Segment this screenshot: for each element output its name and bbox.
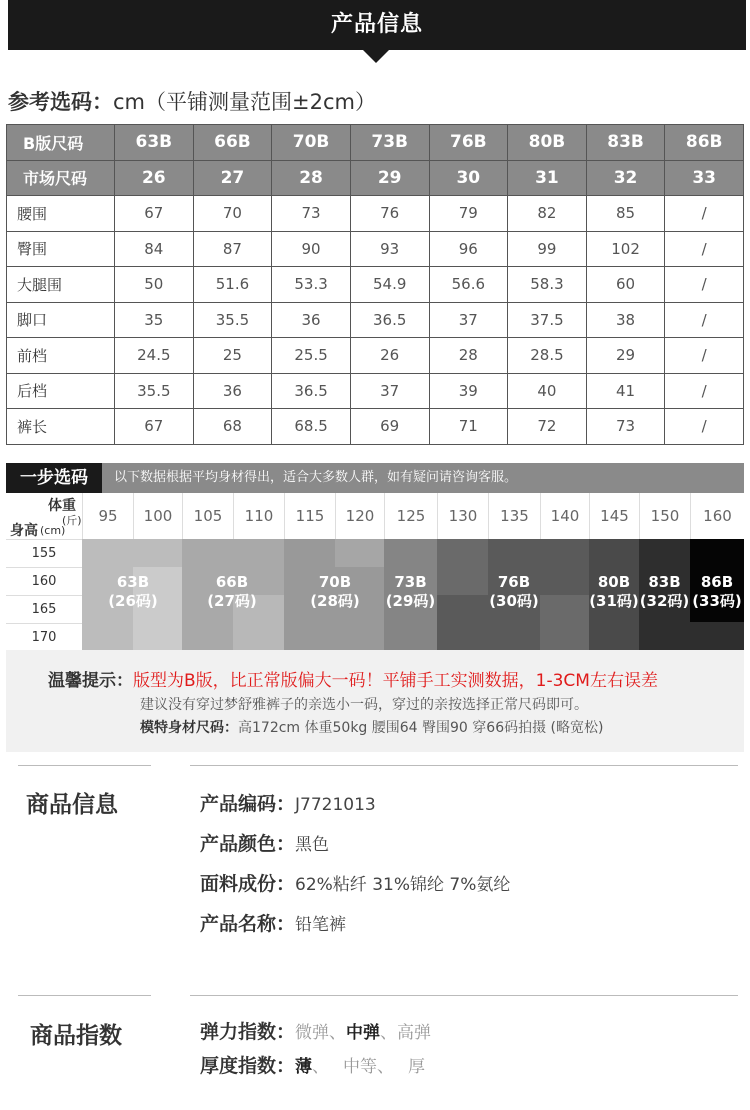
info-row bbox=[200, 829, 329, 856]
measure-cell: 56.6 bbox=[429, 267, 508, 303]
measure-cell: 90 bbox=[272, 231, 351, 267]
info-value: 62%粘纤 31%锦纶 7%氨纶 bbox=[295, 875, 511, 895]
info-label: 面料成份： bbox=[200, 873, 296, 895]
measure-cell: 53.3 bbox=[272, 267, 351, 303]
weight-cell: 105 bbox=[182, 493, 233, 539]
market-size-cell: 29 bbox=[350, 160, 429, 196]
size-b-code: 83B bbox=[648, 573, 681, 591]
size-zone-label bbox=[284, 573, 386, 611]
size-market-code: (31码) bbox=[589, 592, 639, 610]
elasticity-option: 、高弹 bbox=[380, 1023, 432, 1043]
measure-row bbox=[7, 338, 744, 374]
weight-cell: 95 bbox=[82, 493, 133, 539]
thickness-option: 厚 bbox=[408, 1057, 426, 1077]
measure-cell: 82 bbox=[508, 196, 587, 232]
measure-cell: / bbox=[665, 409, 744, 445]
info-value: J7721013 bbox=[295, 795, 376, 815]
measure-cell: 79 bbox=[429, 196, 508, 232]
measure-cell: 36.5 bbox=[272, 373, 351, 409]
tip-box bbox=[6, 650, 744, 752]
measure-cell: 28 bbox=[429, 338, 508, 374]
measure-label: 腰围 bbox=[7, 196, 115, 232]
b-size-cell: 86B bbox=[665, 125, 744, 161]
b-size-row bbox=[7, 125, 744, 161]
product-info-title: 商品信息 bbox=[26, 792, 118, 818]
measure-cell: 68.5 bbox=[272, 409, 351, 445]
weight-cell: 140 bbox=[540, 493, 589, 539]
measure-cell: 41 bbox=[586, 373, 665, 409]
measure-cell: 25.5 bbox=[272, 338, 351, 374]
info-value: 黑色 bbox=[295, 835, 330, 855]
measure-cell: 38 bbox=[586, 302, 665, 338]
measure-cell: 67 bbox=[115, 409, 194, 445]
size-zone bbox=[233, 539, 284, 567]
size-zone-label bbox=[589, 573, 639, 611]
market-size-cell: 26 bbox=[115, 160, 194, 196]
measure-cell: 39 bbox=[429, 373, 508, 409]
tip-line-2: 建议没有穿过梦舒雅裤子的亲选小一码，穿过的亲按选择正常尺码即可。 bbox=[140, 697, 588, 713]
market-size-cell: 30 bbox=[429, 160, 508, 196]
model-label: 模特身材尺码： bbox=[140, 720, 238, 736]
measure-cell: 71 bbox=[429, 409, 508, 445]
market-size-cell: 33 bbox=[665, 160, 744, 196]
reference-label: 参考选码： bbox=[8, 90, 113, 114]
measure-cell: 93 bbox=[350, 231, 429, 267]
tip-line-3 bbox=[140, 717, 603, 737]
measure-cell: 37 bbox=[350, 373, 429, 409]
size-zone-label bbox=[82, 573, 184, 611]
market-size-cell: 31 bbox=[508, 160, 587, 196]
info-row bbox=[200, 909, 346, 936]
size-market-code: (29码) bbox=[385, 592, 436, 610]
info-label: 产品名称： bbox=[200, 913, 296, 935]
measure-cell: 28.5 bbox=[508, 338, 587, 374]
height-label: 身高 bbox=[10, 523, 38, 539]
b-size-cell: 76B bbox=[429, 125, 508, 161]
step-label: 一步选码 bbox=[6, 463, 102, 493]
weight-cell: 100 bbox=[133, 493, 182, 539]
weight-unit: (斤) bbox=[62, 514, 82, 527]
info-value: 铅笔裤 bbox=[295, 915, 347, 935]
weight-cell: 135 bbox=[488, 493, 540, 539]
measure-cell: / bbox=[665, 302, 744, 338]
info-label: 产品编码： bbox=[200, 793, 296, 815]
measure-cell: 68 bbox=[193, 409, 272, 445]
measure-cell: 70 bbox=[193, 196, 272, 232]
measure-cell: 35.5 bbox=[115, 373, 194, 409]
size-market-code: (28码) bbox=[310, 592, 360, 610]
weight-height-corner bbox=[6, 493, 83, 539]
size-zone bbox=[540, 539, 589, 595]
measure-cell: 73 bbox=[586, 409, 665, 445]
weight-cell: 115 bbox=[284, 493, 335, 539]
measure-label: 脚口 bbox=[7, 302, 115, 338]
b-size-cell: 73B bbox=[350, 125, 429, 161]
b-size-cell: 66B bbox=[193, 125, 272, 161]
measure-cell: 72 bbox=[508, 409, 587, 445]
measure-cell: / bbox=[665, 267, 744, 303]
measure-label: 前档 bbox=[7, 338, 115, 374]
measure-cell: 51.6 bbox=[193, 267, 272, 303]
reference-note bbox=[8, 86, 376, 116]
b-size-cell: 63B bbox=[115, 125, 194, 161]
elasticity-label: 弹力指数： bbox=[200, 1021, 296, 1043]
tip-label: 温馨提示： bbox=[48, 671, 133, 691]
measure-label: 后档 bbox=[7, 373, 115, 409]
size-market-code: (30码) bbox=[489, 592, 539, 610]
weight-cell: 125 bbox=[384, 493, 437, 539]
divider-right bbox=[190, 995, 738, 996]
market-size-row bbox=[7, 160, 744, 196]
measure-cell: 35 bbox=[115, 302, 194, 338]
measure-cell: / bbox=[665, 196, 744, 232]
measure-label: 大腿围 bbox=[7, 267, 115, 303]
thickness-option-selected: 薄 bbox=[295, 1057, 313, 1077]
thickness-label: 厚度指数： bbox=[200, 1055, 296, 1077]
measure-cell: / bbox=[665, 373, 744, 409]
elasticity-row bbox=[200, 1017, 431, 1044]
size-table bbox=[6, 124, 744, 445]
size-zone-label bbox=[639, 573, 690, 611]
measure-cell: 40 bbox=[508, 373, 587, 409]
measure-cell: 26 bbox=[350, 338, 429, 374]
size-zone bbox=[335, 539, 384, 567]
measure-cell: 37 bbox=[429, 302, 508, 338]
size-zone-label bbox=[488, 573, 540, 611]
size-market-code: (26码) bbox=[108, 592, 158, 610]
size-b-code: 80B bbox=[597, 573, 631, 591]
market-size-cell: 32 bbox=[586, 160, 665, 196]
market-size-cell: 27 bbox=[193, 160, 272, 196]
measure-label: 裤长 bbox=[7, 409, 115, 445]
measure-row bbox=[7, 373, 744, 409]
size-b-code: 73B bbox=[394, 573, 427, 591]
info-row bbox=[200, 789, 376, 816]
thickness-option: 中等、 bbox=[343, 1057, 395, 1077]
size-zone bbox=[437, 539, 488, 595]
size-b-code: 86B bbox=[700, 573, 734, 591]
measure-cell: 25 bbox=[193, 338, 272, 374]
info-row bbox=[200, 869, 510, 896]
height-cell: 155 bbox=[6, 539, 82, 567]
measure-cell: 58.3 bbox=[508, 267, 587, 303]
size-zone-label bbox=[384, 573, 437, 611]
measure-cell: 35.5 bbox=[193, 302, 272, 338]
reference-text: cm（平铺测量范围±2cm） bbox=[113, 90, 376, 114]
weight-cell: 160 bbox=[690, 493, 744, 539]
measure-label: 臀围 bbox=[7, 231, 115, 267]
b-size-cell: 83B bbox=[586, 125, 665, 161]
measure-cell: 85 bbox=[586, 196, 665, 232]
measure-cell: 96 bbox=[429, 231, 508, 267]
weight-label: 体重 bbox=[48, 498, 76, 514]
measure-row bbox=[7, 196, 744, 232]
weight-cell: 120 bbox=[335, 493, 384, 539]
size-b-code: 66B bbox=[215, 573, 249, 591]
product-index-title: 商品指数 bbox=[30, 1023, 122, 1049]
height-cell: 165 bbox=[6, 595, 82, 623]
measure-cell: 99 bbox=[508, 231, 587, 267]
measure-cell: 60 bbox=[586, 267, 665, 303]
b-size-cell: 70B bbox=[272, 125, 351, 161]
size-b-code: 76B bbox=[497, 573, 531, 591]
height-cell: 170 bbox=[6, 623, 82, 651]
measure-cell: / bbox=[665, 338, 744, 374]
measure-row bbox=[7, 267, 744, 303]
page-title: 产品信息 bbox=[330, 12, 423, 37]
measure-cell: 102 bbox=[586, 231, 665, 267]
divider-left bbox=[18, 765, 151, 766]
measure-row bbox=[7, 409, 744, 445]
size-zone bbox=[437, 595, 488, 650]
thickness-separator: 、 bbox=[312, 1057, 330, 1077]
b-size-label: B版尺码 bbox=[7, 125, 115, 161]
height-cell: 160 bbox=[6, 567, 82, 595]
measure-cell: 29 bbox=[586, 338, 665, 374]
weight-cell: 110 bbox=[233, 493, 284, 539]
b-size-cell: 80B bbox=[508, 125, 587, 161]
size-zone bbox=[540, 595, 589, 650]
height-unit: (cm) bbox=[40, 524, 66, 537]
market-size-cell: 28 bbox=[272, 160, 351, 196]
measure-cell: 36 bbox=[193, 373, 272, 409]
size-zone-label bbox=[690, 573, 744, 611]
weight-cell: 145 bbox=[589, 493, 639, 539]
size-market-code: (33码) bbox=[692, 592, 742, 610]
market-size-label: 市场尺码 bbox=[7, 160, 115, 196]
measure-cell: 67 bbox=[115, 196, 194, 232]
measure-row bbox=[7, 302, 744, 338]
size-market-code: (27码) bbox=[207, 592, 257, 610]
step-note: 以下数据根据平均身材得出，适合大多数人群，如有疑问请咨询客服。 bbox=[114, 470, 518, 485]
size-zone bbox=[133, 539, 182, 567]
weight-cell: 150 bbox=[639, 493, 690, 539]
elasticity-option-selected: 中弹 bbox=[346, 1023, 381, 1043]
tip-warning: 版型为B版，比正常版偏大一码！平铺手工实测数据，1-3CM左右误差 bbox=[133, 671, 658, 691]
measure-cell: 73 bbox=[272, 196, 351, 232]
measure-cell: 36.5 bbox=[350, 302, 429, 338]
model-text: 高172cm 体重50kg 腰围64 臀围90 穿66码拍摄 (略宽松) bbox=[238, 720, 604, 736]
size-b-code: 63B bbox=[116, 573, 150, 591]
measure-cell: 50 bbox=[115, 267, 194, 303]
measure-cell: 69 bbox=[350, 409, 429, 445]
divider-right bbox=[190, 765, 738, 766]
size-market-code: (32码) bbox=[639, 592, 690, 610]
weight-cell: 130 bbox=[437, 493, 488, 539]
header-arrow bbox=[363, 50, 389, 63]
size-zone bbox=[690, 622, 744, 650]
info-label: 产品颜色： bbox=[200, 833, 296, 855]
measure-cell: / bbox=[665, 231, 744, 267]
measure-cell: 36 bbox=[272, 302, 351, 338]
measure-cell: 87 bbox=[193, 231, 272, 267]
elasticity-option: 微弹、 bbox=[295, 1023, 347, 1043]
measure-cell: 54.9 bbox=[350, 267, 429, 303]
measure-cell: 76 bbox=[350, 196, 429, 232]
size-zone-label bbox=[182, 573, 282, 611]
measure-cell: 84 bbox=[115, 231, 194, 267]
measure-cell: 24.5 bbox=[115, 338, 194, 374]
measure-row bbox=[7, 231, 744, 267]
size-b-code: 70B bbox=[318, 573, 352, 591]
tip-line-1 bbox=[48, 666, 658, 691]
measure-cell: 37.5 bbox=[508, 302, 587, 338]
thickness-row bbox=[200, 1051, 425, 1078]
divider-left bbox=[18, 995, 151, 996]
